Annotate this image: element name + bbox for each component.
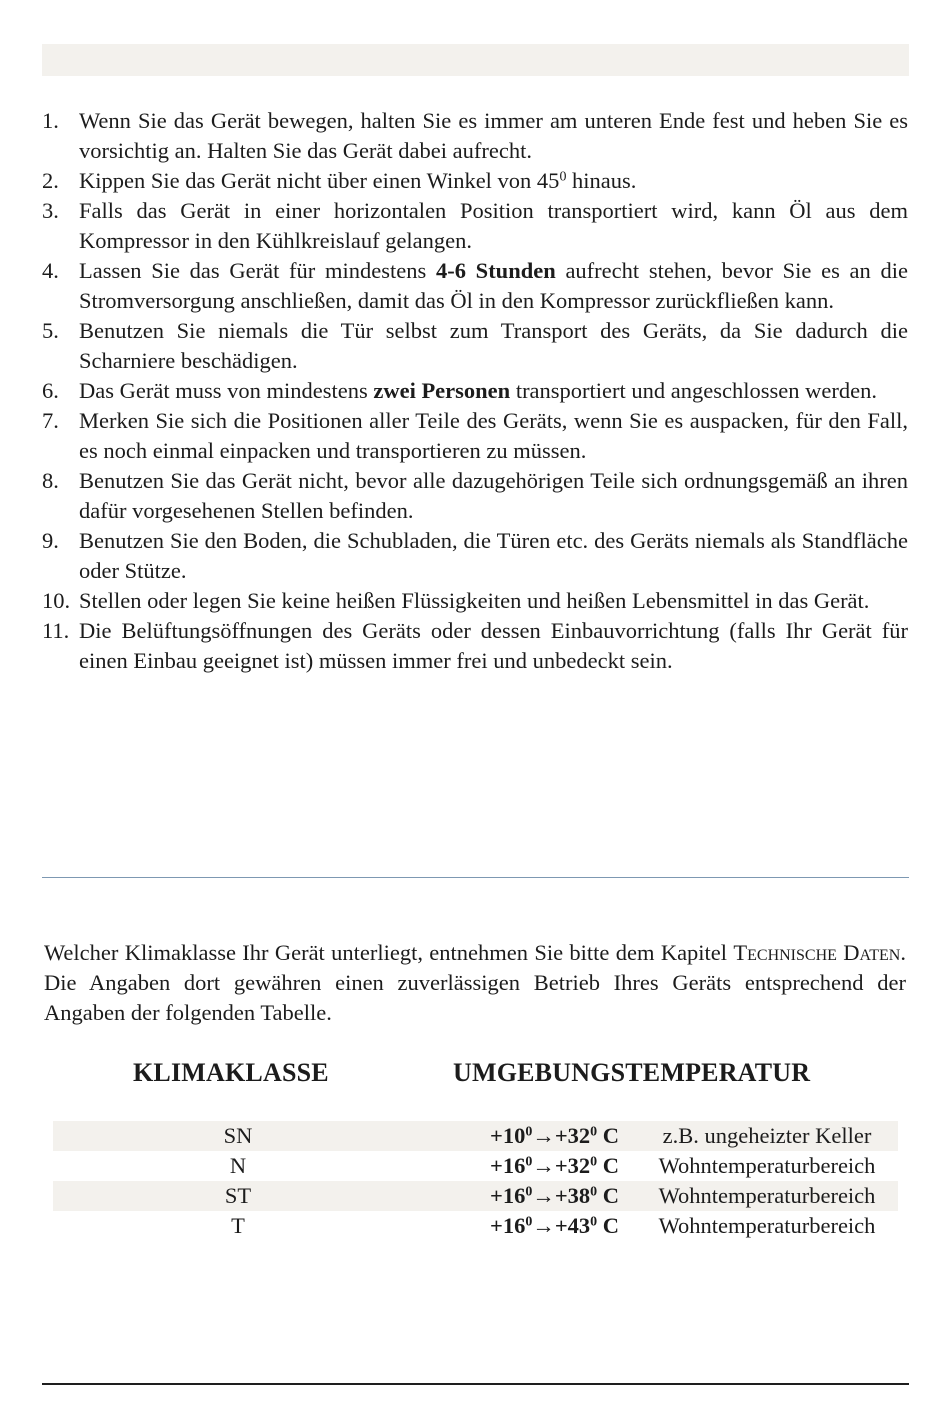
- list-item: 9. Benutzen Sie den Boden, die Schubladen, die Türen etc. des Geräts niemals als Standfläche oder Stütze.: [42, 528, 908, 583]
- climate-class-cell: ST: [224, 1183, 252, 1208]
- list-item: 10. Stellen oder legen Sie keine heißen Flüssigkeiten und heißen Lebensmittel in das Gerät.: [42, 588, 870, 613]
- list-item: 2. Kippen Sie das Gerät nicht über einen Winkel von $45^0$ hinaus.: [42, 168, 637, 193]
- list-item: 5. Benutzen Sie niemals die Tür selbst zum Transport des Geräts, da Sie dadurch die Scharniere beschädigen.: [42, 318, 908, 373]
- transport-instructions-list: [42, 106, 908, 676]
- climate-class-intro: Welcher Klimaklasse Ihr Gerät unterliegt, entnehmen Sie bitte dem Kapitel Technische Daten. Die Angaben dort gewähren einen zuverlässigen Betrieb Ihres Geräts entsprechend der Angaben der folgenden Tabelle.: [44, 940, 906, 1025]
- list-item: 6. Das Gerät muss von mindestens zwei Personen transportiert und angeschlossen werden.: [42, 378, 877, 403]
- description-cell: Wohntemperaturbereich: [658, 1183, 876, 1208]
- climate-class-cell: SN: [223, 1123, 253, 1148]
- temperature-range-cell: $+16^0\to+38^0$ C: [490, 1183, 619, 1208]
- list-item: 8. Benutzen Sie das Gerät nicht, bevor alle dazugehörigen Teile sich ordnungsgemäß an ihren dafür vorgesehenen Stellen befinden.: [42, 468, 908, 523]
- section-divider: [42, 877, 909, 878]
- description-cell: Wohntemperaturbereich: [658, 1213, 876, 1238]
- column-header-klimaklasse: KLIMAKLASSE: [133, 1058, 329, 1087]
- temperature-range-cell: $+10^0\to+32^0$ C: [490, 1123, 619, 1148]
- table-row: [53, 1151, 898, 1181]
- chapter-reference: Technische Daten: [733, 940, 901, 965]
- table-row: [53, 1181, 898, 1211]
- list-item: 11. Die Belüftungsöffnungen des Geräts oder dessen Einbauvorrichtung (falls Ihr Gerät für einen Einbau geeignet ist) müssen immer frei und unbedeckt sein.: [42, 618, 908, 673]
- climate-class-cell: N: [229, 1153, 247, 1178]
- climate-class-cell: T: [231, 1213, 245, 1238]
- list-item: 3. Falls das Gerät in einer horizontalen Position transportiert wird, kann Öl aus dem Kompressor in den Kühlkreislauf gelangen.: [42, 198, 908, 253]
- table-row: [53, 1121, 898, 1151]
- list-item: 4. Lassen Sie das Gerät für mindestens 4-6 Stunden aufrecht stehen, bevor Sie es an die Stromversorgung anschließen, damit das Öl in den Kompressor zurückfließen kann.: [42, 258, 908, 313]
- climate-class-table: [53, 1121, 898, 1241]
- temperature-range-cell: $+16^0\to+43^0$ C: [490, 1213, 619, 1238]
- description-cell: Wohntemperaturbereich: [658, 1153, 876, 1178]
- header-band: [42, 44, 909, 76]
- list-item: 1. Wenn Sie das Gerät bewegen, halten Sie es immer am unteren Ende fest und heben Sie es vorsichtig an. Halten Sie das Gerät dabei aufrecht.: [42, 108, 908, 163]
- table-row: [53, 1211, 898, 1241]
- temperature-range-cell: $+16^0\to+32^0$ C: [490, 1153, 619, 1178]
- footer-rule: [42, 1383, 909, 1385]
- description-cell: z.B. ungeheizter Keller: [662, 1123, 872, 1148]
- column-header-temperatur: UMGEBUNGSTEMPERATUR: [453, 1058, 811, 1087]
- list-item: 7. Merken Sie sich die Positionen aller Teile des Geräts, wenn Sie es auspacken, für den Fall, es noch einmal einpacken und transportieren zu müssen.: [42, 408, 908, 463]
